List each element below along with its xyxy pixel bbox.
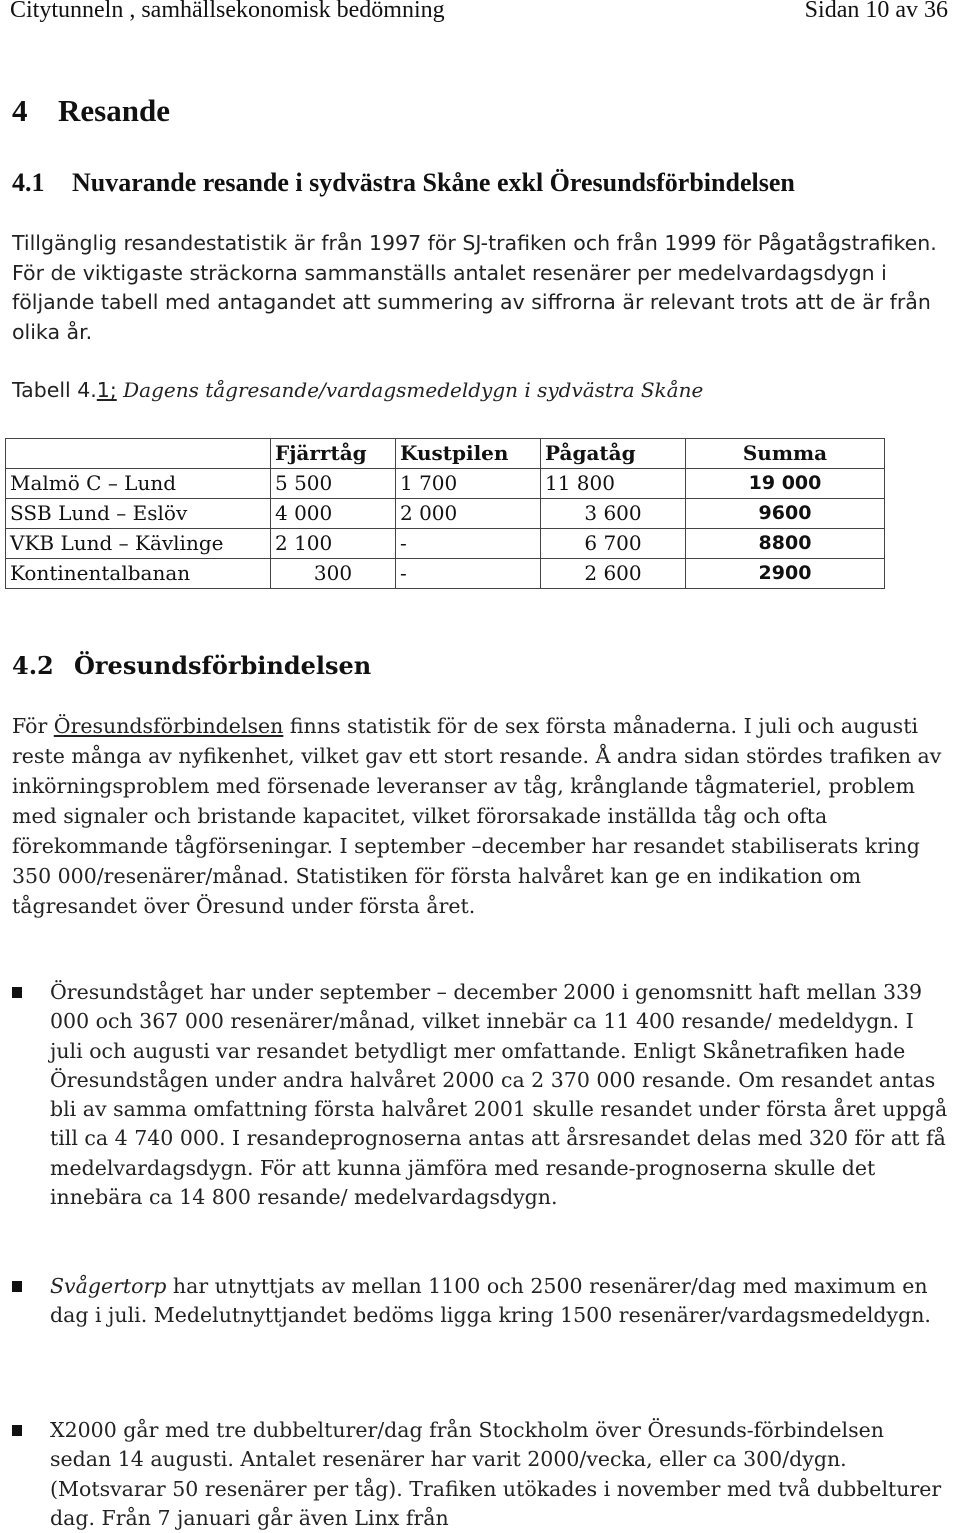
table-cell-sum: 8800 (686, 529, 885, 559)
table-cell-sum: 19 000 (686, 469, 885, 499)
document-title: Citytunneln , samhällsekonomisk bedömning (10, 0, 445, 23)
table-cell: - (396, 559, 541, 589)
table-cell-sum: 2900 (686, 559, 885, 589)
section-number: 4.2 (12, 651, 54, 680)
oresund-link[interactable]: Öresundsförbindelsen (53, 714, 284, 738)
table-header-cell: Summa (686, 439, 885, 469)
caption-text: Dagens tågresande/vardagsmedeldygn i sydvästra Skåne (116, 378, 704, 402)
table-cell: 5 500 (271, 469, 396, 499)
oresund-paragraph (12, 711, 948, 921)
section-heading-4-2 (12, 651, 371, 680)
bullet-item (12, 1416, 948, 1533)
table-cell: 300 (271, 559, 396, 589)
table-row (6, 469, 885, 499)
table-row (6, 529, 885, 559)
table-cell: Kontinentalbanan (6, 559, 271, 589)
bullet-item (12, 1272, 948, 1331)
section-heading-4 (12, 93, 170, 129)
paragraph-body: finns statistik för de sex första månaderna. I juli och augusti reste många av nyfikenhet, vilket gav ett stort resande. Å andra sidan stördes trafiken av inkörningsproblem med försenade leveranser av tåg, krånglande tågmateriel, problem med signaler och bristande kapacitet, vilket förorsakade inställda tåg och ofta förekommande tågförseningar. I september –december har resandet stabiliserats kring 350 000/resenärer/månad. Statistiken för första halvåret kan ge en indikation om tågresandet över Öresund under första året. (12, 714, 942, 918)
table-cell-sum: 9600 (686, 499, 885, 529)
section-title: Öresundsförbindelsen (74, 651, 372, 680)
table-caption (12, 378, 703, 402)
table-cell: 6 700 (541, 529, 686, 559)
section-heading-4-1 (12, 168, 795, 198)
table-cell: 3 600 (541, 499, 686, 529)
travel-table (5, 438, 885, 589)
table-cell: Malmö C – Lund (6, 469, 271, 499)
intro-paragraph: Tillgänglig resandestatistik är från 1997 för SJ-trafiken och från 1999 för Pågatågstrafiken. För de viktigaste sträckorna sammanställs antalet resenärer per medelvardagsdygn i följande tabell med antagandet att summering av siffrorna är relevant trots att de är från olika år. (12, 231, 937, 344)
square-bullet-icon (12, 1281, 22, 1292)
table-cell: 11 800 (541, 469, 686, 499)
table-cell: 2 100 (271, 529, 396, 559)
caption-prefix: Tabell 4. (12, 378, 97, 402)
table-header-cell: Kustpilen (396, 439, 541, 469)
table-header-row (6, 439, 885, 469)
bullet-lead: Svågertorp (50, 1274, 167, 1298)
table-header-cell (6, 439, 271, 469)
caption-number: 1; (96, 378, 117, 402)
section-title: Nuvarande resande i sydvästra Skåne exkl Öresundsförbindelsen (72, 168, 795, 197)
section-number: 4.1 (12, 168, 45, 197)
table-header-cell: Pågatåg (541, 439, 686, 469)
bullet-item (12, 978, 948, 1212)
square-bullet-icon (12, 987, 22, 998)
table-header-cell: Fjärrtåg (271, 439, 396, 469)
page-number: Sidan 10 av 36 (804, 0, 948, 23)
section-title: Resande (58, 93, 170, 128)
table-cell: - (396, 529, 541, 559)
table-cell: 2 600 (541, 559, 686, 589)
table-cell: SSB Lund – Eslöv (6, 499, 271, 529)
paragraph-lead: För (12, 714, 54, 738)
table-cell: 1 700 (396, 469, 541, 499)
square-bullet-icon (12, 1425, 22, 1436)
table-row (6, 499, 885, 529)
table-cell: 4 000 (271, 499, 396, 529)
page-header (10, 0, 948, 33)
table-cell: VKB Lund – Kävlinge (6, 529, 271, 559)
table-row (6, 559, 885, 589)
bullet-text: X2000 går med tre dubbelturer/dag från Stockholm över Öresunds-förbindelsen sedan 14 augusti. Antalet resenärer har varit 2000/vecka, eller ca 300/dygn. (Motsvarar 50 resenärer per tåg). Trafiken utökades i november med två dubbelturer dag. Från 7 januari går även Linx från (50, 1418, 942, 1530)
bullet-body: har utnyttjats av mellan 1100 och 2500 resenärer/dag med maximum en dag i juli. Medelutnyttjandet bedöms ligga kring 1500 resenärer/vardagsmedeldygn. (50, 1274, 931, 1328)
table-cell: 2 000 (396, 499, 541, 529)
section-number: 4 (12, 93, 28, 128)
bullet-text: Öresundståget har under september – december 2000 i genomsnitt haft mellan 339 000 och 367 000 resenärer/månad, vilket innebär ca 11 400 resande/ medeldygn. I juli och augusti var resandet betydligt mer omfattande. Enligt Skånetrafiken hade Öresundstågen under andra halvåret 2000 ca 2 370 000 resande. Om resandet antas bli av samma omfattning första halvåret 2001 skulle resandet under första året uppgå till ca 4 740 000. I resandeprognoserna antas att årsresandet delas med 320 för att få medelvardagsdygn. För att kunna jämföra med resande-prognoserna skulle det innebära ca 14 800 resande/ medelvardagsdygn. (50, 980, 948, 1210)
bullet-text (50, 1272, 948, 1331)
